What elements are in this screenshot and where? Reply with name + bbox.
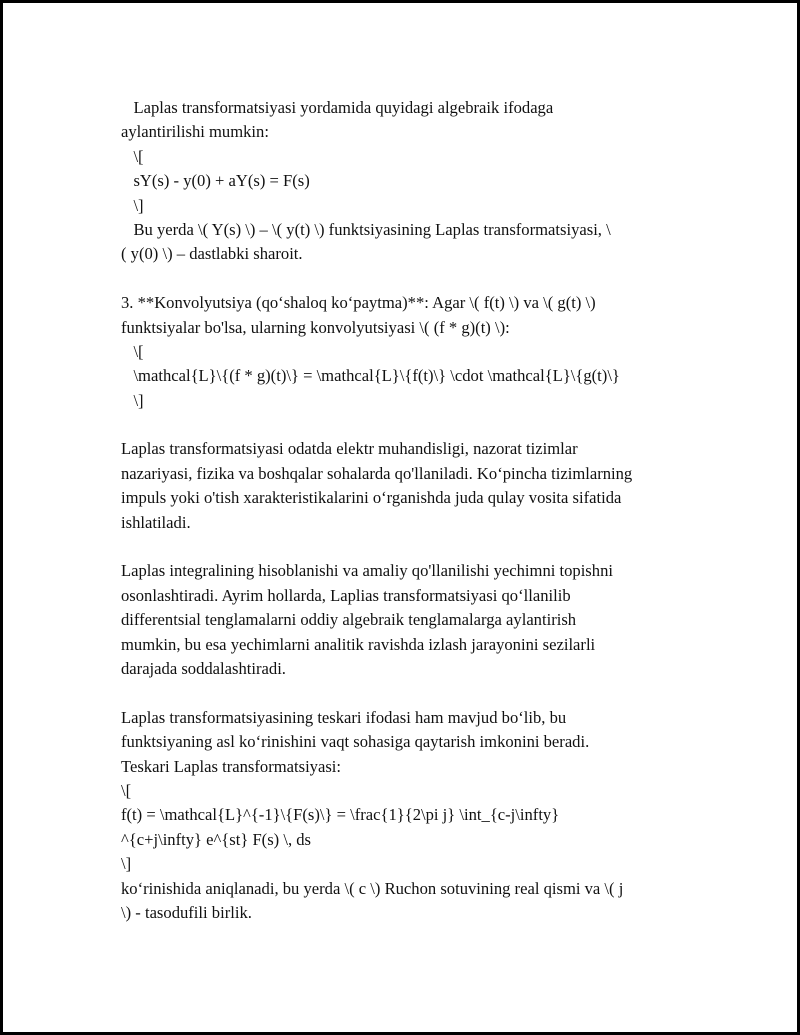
laplas-intro-paragraph [121,96,701,267]
text-line: osonlashtiradi. Ayrim hollarda, Laplias transformatsiyasi qo‘llanilib [121,585,571,605]
text-line: Laplas transformatsiyasi odatda elektr muhandisligi, nazorat tizimlar [121,439,578,459]
text-line: mumkin, bu esa yechimlarni analitik ravishda izlash jarayonini sezilarli [121,634,596,654]
paragraph-gap [121,681,701,705]
text-line: nazariyasi, fizika va boshqalar sohalarda qo'llaniladi. Ko‘pincha tizimlarning [121,463,633,483]
text-line: aylantirilishi mumkin: [121,122,269,142]
paragraph-gap [121,267,701,291]
text-line: \[ [121,146,144,166]
text-line: 3. **Konvolyutsiya (qo‘shaloq ko‘paytma)**: Agar \( f(t) \) va \( g(t) \) [121,293,596,313]
konvolyutsiya-paragraph [121,291,701,413]
text-line: \] [121,390,144,410]
text-line: ( y(0) \) – dastlabki sharoit. [121,244,303,264]
text-line: ishlatiladi. [121,512,191,532]
text-line: Bu yerda \( Y(s) \) – \( y(t) \) funktsiyasining Laplas transformatsiyasi, \ [121,219,611,239]
text-line: \[ [121,341,144,361]
text-line: \] [121,195,144,215]
text-line: f(t) = \mathcal{L}^{-1}\{F(s)\} = \frac{1}{2\pi j} \int_{c-j\infty} [121,805,560,825]
applications-paragraph [121,437,701,535]
text-line: sY(s) - y(0) + aY(s) = F(s) [121,171,310,191]
text-line: Laplas integralining hisoblanishi va amaliy qo'llanilishi yechimni topishni [121,561,613,581]
text-line: \] [121,854,132,874]
text-line: \) - tasodufili birlik. [121,902,252,922]
integral-paragraph [121,559,701,681]
paragraph-gap [121,535,701,559]
text-line: funktsiyalar bo'lsa, ularning konvolyutsiyasi \( (f * g)(t) \): [121,317,510,337]
text-line: funktsiyaning asl ko‘rinishini vaqt sohasiga qaytarish imkonini beradi. [121,732,590,752]
text-line: \mathcal{L}\{(f * g)(t)\} = \mathcal{L}\{f(t)\} \cdot \mathcal{L}\{g(t)\} [121,366,620,386]
text-line: differentsial tenglamalarni oddiy algebraik tenglamalarga aylantirish [121,610,577,630]
text-line: ^{c+j\infty} e^{st} F(s) \, ds [121,829,311,849]
document-body [121,96,701,925]
text-line: impuls yoki o'tish xarakteristikalarini o‘rganishda juda qulay vosita sifatida [121,488,622,508]
text-line: Teskari Laplas transformatsiyasi: [121,756,342,776]
text-line: darajada soddalashtiradi. [121,658,286,678]
text-line: \[ [121,780,132,800]
inverse-transform-paragraph [121,706,701,926]
text-line: ko‘rinishida aniqlanadi, bu yerda \( c \) Ruchon sotuvining real qismi va \( j [121,878,624,898]
text-line: Laplas transformatsiyasining teskari ifodasi ham mavjud bo‘lib, bu [121,707,567,727]
text-line: Laplas transformatsiyasi yordamida quyidagi algebraik ifodaga [121,98,554,117]
paragraph-gap [121,413,701,437]
